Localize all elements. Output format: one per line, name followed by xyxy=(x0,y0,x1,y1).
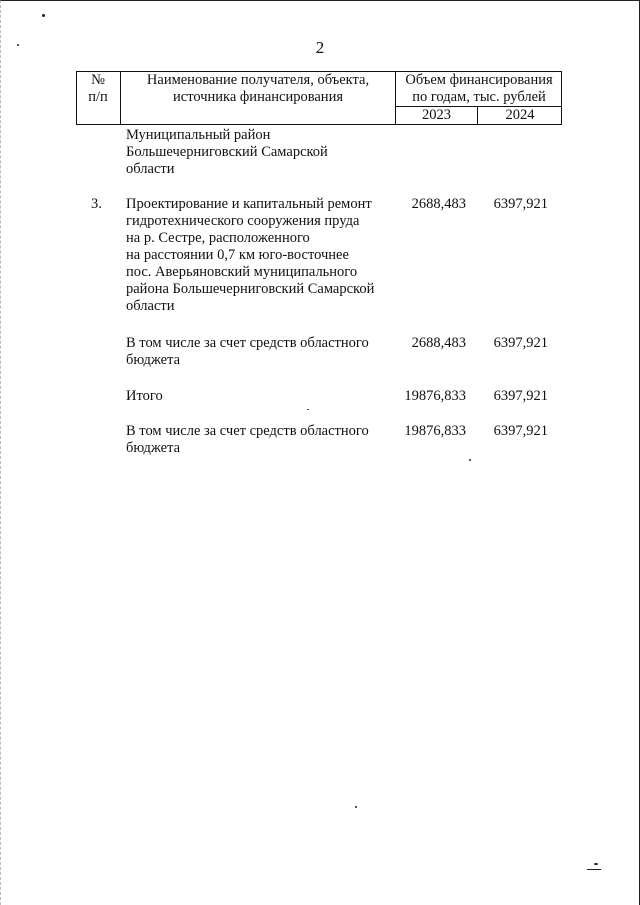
row-name-line: области xyxy=(126,161,175,177)
row-name-line: В том числе за счет средств областного xyxy=(126,423,369,439)
row-name-line: Большечерниговский Самарской xyxy=(126,144,328,160)
row-name xyxy=(126,127,394,178)
row-name xyxy=(126,335,394,369)
table-header xyxy=(76,71,562,124)
scan-speck xyxy=(307,409,309,410)
header-num-label-1: № xyxy=(91,72,105,88)
header-num-label-2: п/п xyxy=(88,89,108,105)
row-name-line: В том числе за счет средств областного xyxy=(126,335,369,351)
row-value-2023: 19876,833 xyxy=(404,423,466,439)
row-name xyxy=(126,388,394,405)
row-name-line: бюджета xyxy=(126,440,181,456)
row-name-line: гидротехнического сооружения пруда xyxy=(126,213,360,229)
row-name-line: Итого xyxy=(126,388,163,404)
row-value-2024: 6397,921 xyxy=(493,388,548,404)
header-year-2024: 2024 xyxy=(505,107,535,123)
page-number: 2 xyxy=(315,38,325,57)
scan-speck xyxy=(42,14,45,17)
header-bottom-border xyxy=(76,124,562,125)
row-value-2024: 6397,921 xyxy=(493,335,548,351)
scan-speck xyxy=(355,806,357,808)
header-funding-label-2: по годам, тыс. рублей xyxy=(412,89,546,105)
row-name-line: района Большечерниговский Самарской xyxy=(126,281,375,297)
row-name-line: бюджета xyxy=(126,352,181,368)
header-name-label-2: источника финансирования xyxy=(173,89,343,105)
row-name-line: области xyxy=(126,298,175,314)
scan-speck xyxy=(587,869,601,870)
header-name-label-1: Наименование получателя, объекта, xyxy=(146,72,370,88)
scan-speck xyxy=(469,459,471,461)
row-name-line: пос. Аверьяновский муниципального xyxy=(126,264,358,280)
row-value-2023: 2688,483 xyxy=(411,335,466,351)
row-value-2024: 6397,921 xyxy=(493,196,548,212)
row-name-line: Проектирование и капитальный ремонт xyxy=(126,196,372,212)
row-name-line: Муниципальный район xyxy=(126,127,271,143)
row-value-2023: 2688,483 xyxy=(411,196,466,212)
row-value-2024: 6397,921 xyxy=(493,423,548,439)
row-name xyxy=(126,196,394,315)
row-name-line: на расстоянии 0,7 км юго-восточнее xyxy=(126,247,349,263)
scan-speck xyxy=(594,863,598,865)
row-number: 3. xyxy=(91,196,102,212)
row-value-2023: 19876,833 xyxy=(404,388,466,404)
header-year-2023: 2023 xyxy=(422,107,451,123)
row-name-line: на р. Сестре, расположенного xyxy=(126,230,310,246)
row-name xyxy=(126,423,394,457)
header-funding-label-1: Объем финансирования xyxy=(405,72,553,88)
